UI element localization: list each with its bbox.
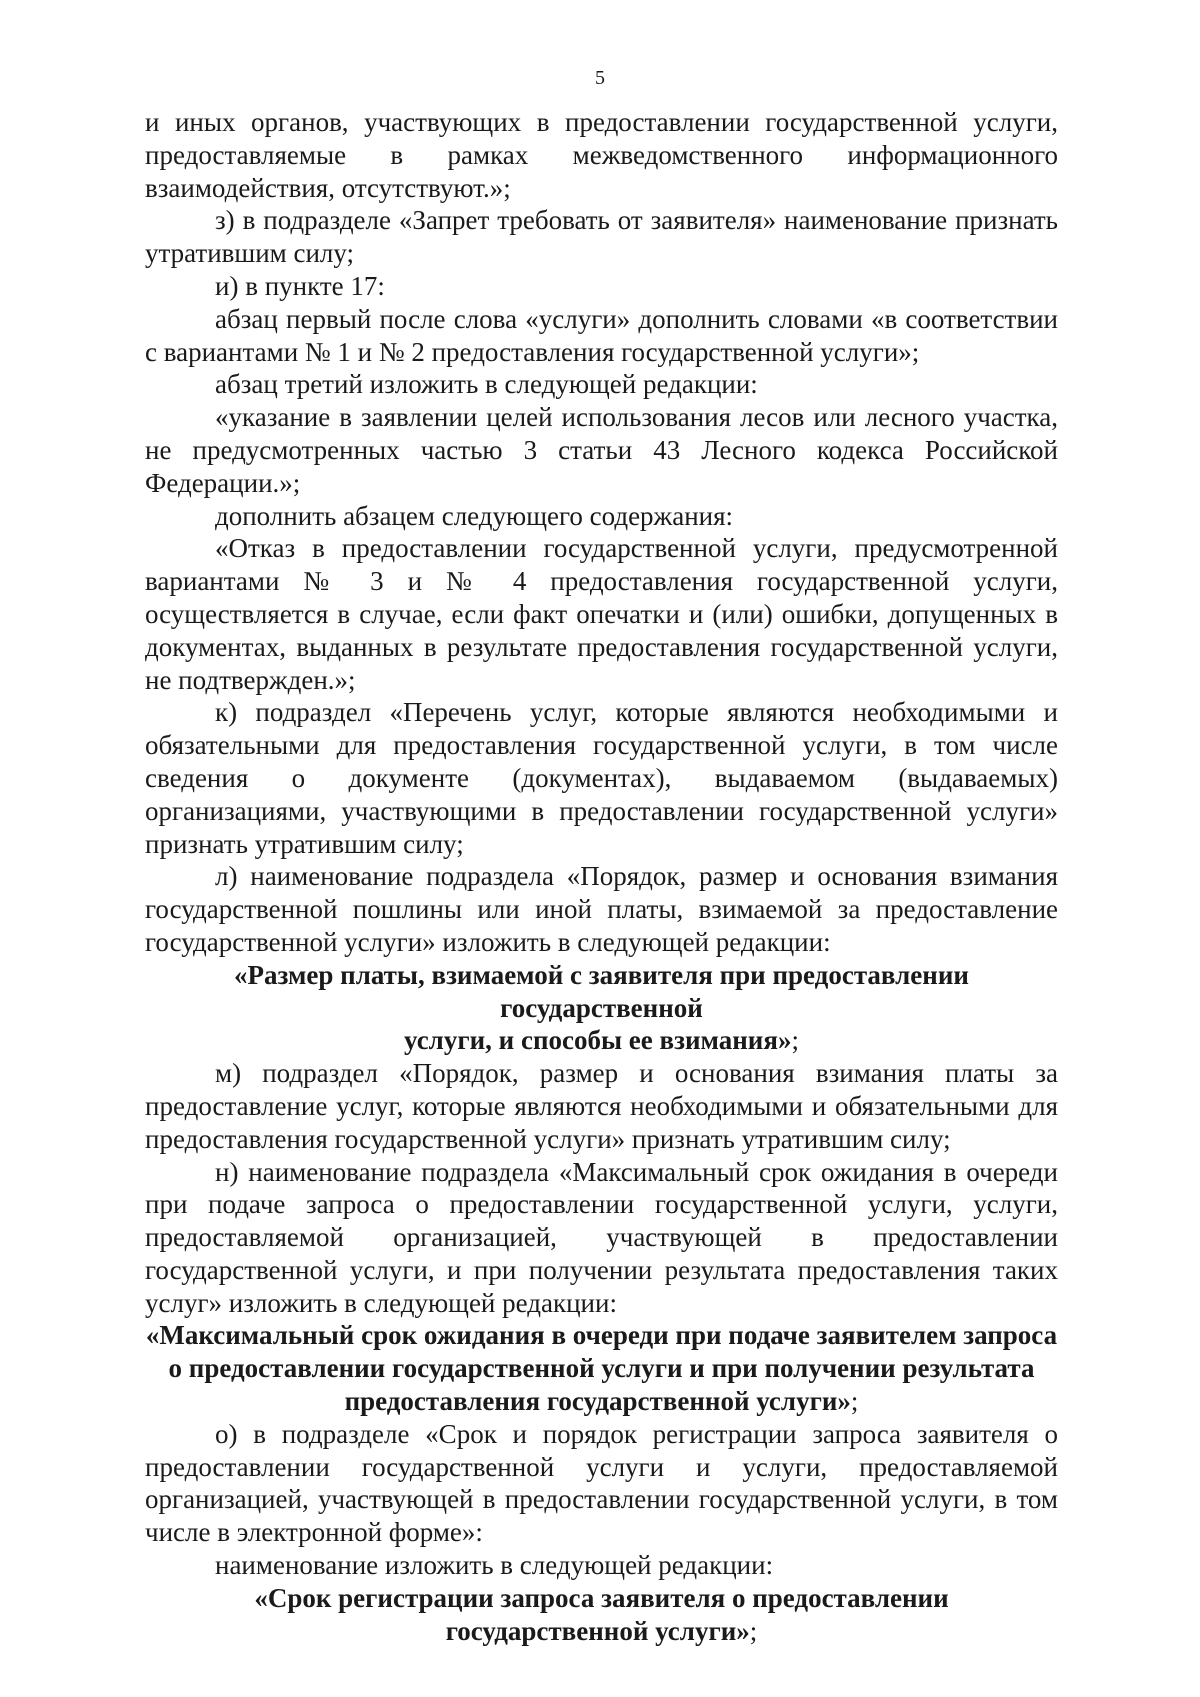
paragraph-o: о) в подразделе «Срок и порядок регистрации запроса заявителя о предоставлении государственной услуги и услуги, предоставляемой организацией, участвующей в предоставлении государственной услуги, в том числе в электронной форме»:	[145, 1418, 1058, 1548]
paragraph-i: и) в пункте 17:	[215, 270, 385, 301]
paragraph-abzac-tretii: абзац третий изложить в следующей редакции:	[215, 369, 758, 400]
page-number: 5	[595, 67, 605, 89]
heading-line: «Размер платы, взимаемой с заявителя при предоставлении государственной	[234, 959, 969, 1023]
heading-line: «Срок регистрации запроса заявителя о предоставлении	[254, 1582, 949, 1613]
document-body	[145, 106, 1058, 1647]
paragraph-l: л) наименование подраздела «Порядок, размер и основания взимания государственной пошлины или иной платы, взимаемой за предоставление государственной услуги» изложить в следующей редакции:	[145, 861, 1058, 957]
heading-line: предоставления государственной услуги»	[344, 1386, 851, 1417]
paragraph-continuation: и иных органов, участвующих в предоставлении государственной услуги, предоставляемые в рамках межведомственного информационного взаимодействия, отсутствуют.»;	[145, 107, 1058, 203]
heading-line: о предоставлении государственной услуги и при получении результата	[168, 1353, 1035, 1384]
heading-tail: ;	[850, 1386, 859, 1417]
paragraph-abzac-pervyi: абзац первый после слова «услуги» дополнить словами «в соответствии с вариантами № 1 и № 2 предоставления государственной услуги»;	[145, 303, 1058, 367]
heading-maksimalnyi-srok	[145, 1319, 1058, 1417]
heading-line: государственной услуги»	[445, 1615, 750, 1646]
heading-srok-registracii	[145, 1582, 1058, 1648]
heading-tail: ;	[791, 1025, 799, 1056]
heading-line: «Максимальный срок ожидания в очереди при подаче заявителем запроса	[145, 1320, 1058, 1351]
paragraph-quote-ukazanie: «указание в заявлении целей использования лесов или лесного участка, не предусмотренных частью 3 статьи 43 Лесного кодекса Российской Федерации.»;	[145, 402, 1058, 498]
heading-tail: ;	[749, 1615, 758, 1646]
paragraph-dopolnit: дополнить абзацем следующего содержания:	[215, 500, 734, 531]
paragraph-k: к) подраздел «Перечень услуг, которые являются необходимыми и обязательными для предоставления государственной услуги, в том числе сведения о документе (документах), выдаваемом (выдаваемых) организациями, участвующими в предоставлении государственной услуги» признать утратившим силу;	[145, 697, 1058, 859]
heading-razmer-platy	[145, 959, 1058, 1057]
paragraph-naimenovanie: наименование изложить в следующей редакции:	[215, 1550, 774, 1581]
paragraph-m: м) подраздел «Порядок, размер и основания взимания платы за предоставление услуг, которые являются необходимыми и обязательными для предоставления государственной услуги» признать утратившим силу;	[145, 1058, 1058, 1154]
heading-line: услуги, и способы ее взимания»	[404, 1025, 792, 1056]
paragraph-n: н) наименование подраздела «Максимальный срок ожидания в очереди при подаче запроса о предоставлении государственной услуги, услуги, предоставляемой организацией, участвующей в предоставлении государственной услуги, и при получении результата предоставления таких услуг» изложить в следующей редакции:	[145, 1156, 1058, 1318]
paragraph-quote-otkaz: «Отказ в предоставлении государственной услуги, предусмотренной вариантами № 3 и № 4 предоставления государственной услуги, осуществляется в случае, если факт опечатки и (или) ошибки, допущенных в документах, выданных в результате предоставления государственной услуги, не подтвержден.»;	[145, 533, 1058, 695]
paragraph-z: з) в подразделе «Запрет требовать от заявителя» наименование признать утратившим силу;	[145, 205, 1058, 269]
